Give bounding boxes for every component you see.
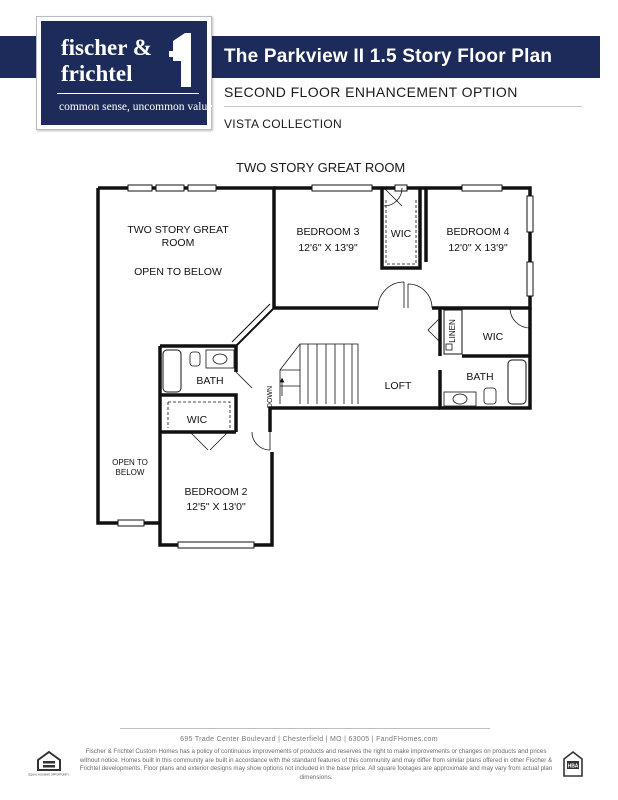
bedroom4-name: BEDROOM 4 — [446, 226, 510, 238]
right-bath-label: BATH — [466, 371, 494, 383]
footer-disclaimer: Fischer & Frichtel Custom Homes has a policy of continuous improvements of products and reserves the right to make improvements or changes on products and prices without notice. Homes built in this community are built in accordance with the standard features of this community and may differ from similar plans offered in other Fischer & Frichtel developments. Floor plans and exterior designs may show options not included in the base price. All square footages are approximate and may vary from actual plan dimensions. — [79, 748, 553, 781]
great-room-label: TWO STORY GREAT ROOM — [127, 224, 229, 249]
bedroom3-size: 12'6" X 13'9" — [298, 242, 358, 254]
equal-housing-text: EQUAL HOUSING OPPORTUNITY — [28, 773, 70, 777]
bedroom2-name: BEDROOM 2 — [184, 486, 248, 498]
logo-brand-line2: frichtel — [61, 61, 133, 86]
hba-logo-icon — [562, 750, 584, 778]
footer-address: 695 Trade Center Boulevard | Chesterfield | MO | 63005 | FandFHomes.com — [180, 736, 438, 743]
floorplan-heading: TWO STORY GREAT ROOM — [236, 160, 406, 175]
bedroom3-wic-label: WIC — [390, 228, 412, 240]
logo-tagline: common sense, uncommon value — [59, 101, 213, 113]
loft-label: LOFT — [384, 380, 412, 392]
equal-housing-icon — [28, 750, 70, 778]
collection-name: VISTA COLLECTION — [224, 117, 342, 131]
logo-brand-line1: fischer & — [61, 35, 152, 60]
plan-subtitle: SECOND FLOOR ENHANCEMENT OPTION — [224, 84, 518, 100]
stair-down-label: DOWN — [267, 385, 274, 409]
bedroom4-size: 12'0" X 13'9" — [448, 242, 508, 254]
bedroom2-wic-label: WIC — [186, 414, 208, 426]
linen-label: LINEN — [448, 319, 457, 343]
open-to-below-lower-label: OPEN TO BELOW — [112, 458, 148, 477]
bedroom2-size: 12'5" X 13'0" — [186, 501, 246, 513]
hba-text: HBA — [567, 763, 579, 770]
bedroom4-wic-label: WIC — [482, 331, 504, 343]
open-to-below-label: OPEN TO BELOW — [134, 266, 222, 278]
left-bath-label: BATH — [196, 375, 224, 387]
bedroom3-name: BEDROOM 3 — [296, 226, 360, 238]
page-title: The Parkview II 1.5 Story Floor Plan — [224, 46, 553, 67]
footer-divider — [120, 728, 490, 729]
